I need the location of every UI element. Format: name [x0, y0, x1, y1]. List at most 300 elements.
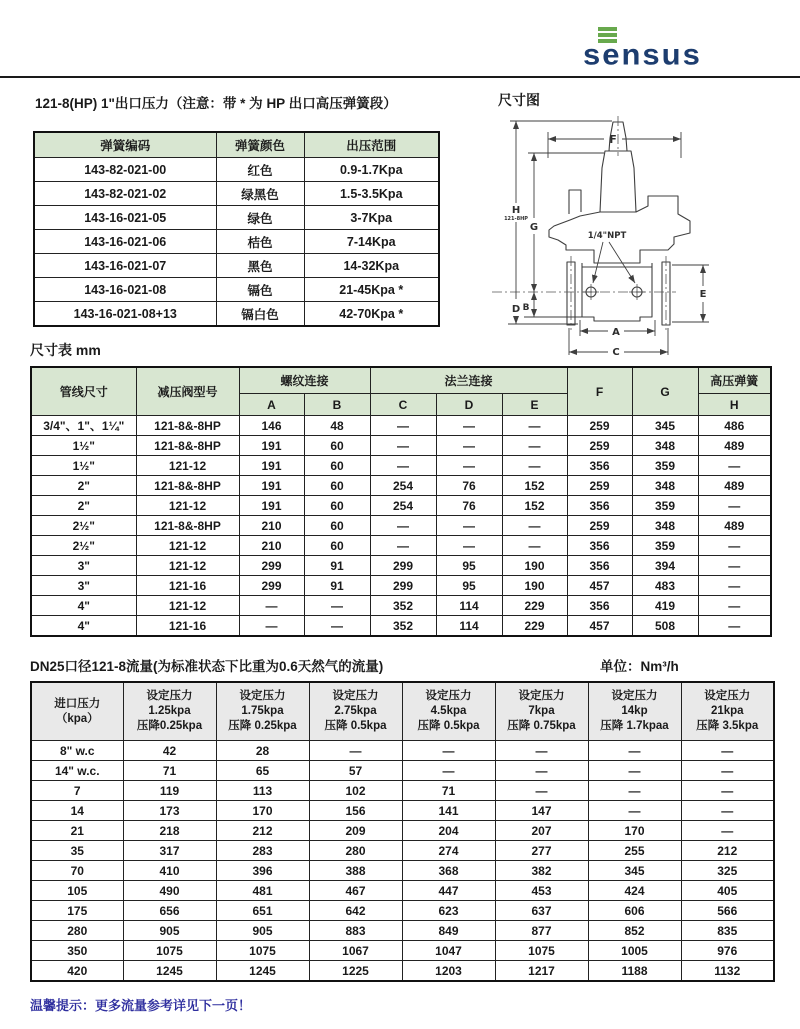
table-row — [31, 416, 771, 436]
table-cell: 348 — [632, 476, 698, 496]
table-cell: 14-32Kpa — [304, 254, 439, 278]
table-cell: 170 — [216, 801, 309, 821]
table-cell: 3-7Kpa — [304, 206, 439, 230]
table-cell: 299 — [370, 556, 436, 576]
dimension-table-header-row1 — [31, 367, 771, 394]
table-cell: 259 — [567, 436, 632, 456]
table-cell: 651 — [216, 901, 309, 921]
table-cell: 镉白色 — [216, 302, 304, 327]
col-header-e: E — [502, 394, 567, 416]
set-pressure-value: 4.5kpa — [430, 705, 467, 718]
col-header-g: G — [632, 367, 698, 416]
col-header-a: A — [239, 394, 304, 416]
table-cell: 368 — [402, 861, 495, 881]
inlet-header-line2: （kpa） — [55, 712, 99, 725]
table-cell: 356 — [567, 496, 632, 516]
table-cell: 7 — [31, 781, 123, 801]
table-cell: 102 — [309, 781, 402, 801]
table-cell: 76 — [436, 496, 502, 516]
table-cell: 566 — [681, 901, 774, 921]
table-cell: 356 — [567, 456, 632, 476]
table-cell: 21 — [31, 821, 123, 841]
table-cell: — — [239, 596, 304, 616]
table-cell: — — [588, 761, 681, 781]
table-row — [31, 576, 771, 596]
table-cell: 191 — [239, 476, 304, 496]
table-cell: 457 — [567, 576, 632, 596]
table-cell: 21-45Kpa * — [304, 278, 439, 302]
table-cell: 1067 — [309, 941, 402, 961]
col-header-set-1 — [123, 682, 216, 741]
table-cell: 359 — [632, 536, 698, 556]
group-header-hp-spring: 高压弹簧 — [698, 367, 771, 394]
table-cell: 60 — [304, 496, 370, 516]
table-cell: — — [370, 416, 436, 436]
table-cell: 121-8&-8HP — [136, 416, 239, 436]
table-cell: 70 — [31, 861, 123, 881]
table-cell: 852 — [588, 921, 681, 941]
table-cell: 0.9-1.7Kpa — [304, 158, 439, 182]
table-cell: 410 — [123, 861, 216, 881]
pressure-drop-value: 压降 0.5kpa — [417, 719, 480, 732]
table-cell: 453 — [495, 881, 588, 901]
table-cell: 黑色 — [216, 254, 304, 278]
col-header-set-3 — [309, 682, 402, 741]
table-row — [31, 861, 774, 881]
logo-text: sensus — [583, 37, 702, 72]
pressure-drop-value: 压降 0.75kpa — [507, 719, 576, 732]
table-cell: 173 — [123, 801, 216, 821]
table-cell: 3" — [31, 576, 136, 596]
col-header-inlet-pressure — [31, 682, 123, 741]
table-cell: — — [502, 416, 567, 436]
pressure-drop-value: 压降 1.7kpaa — [600, 719, 669, 732]
table-cell: 394 — [632, 556, 698, 576]
table-cell: 121-12 — [136, 456, 239, 476]
dim-label-a: A — [612, 327, 620, 338]
table-cell: 1225 — [309, 961, 402, 982]
table-row — [34, 230, 439, 254]
table-cell: 207 — [495, 821, 588, 841]
table-cell: — — [436, 516, 502, 536]
table-row — [34, 158, 439, 182]
dim-label-npt: 1/4"NPT — [587, 231, 627, 241]
table-cell: 156 — [309, 801, 402, 821]
table-row — [34, 278, 439, 302]
table-cell: 141 — [402, 801, 495, 821]
table-cell: 1075 — [123, 941, 216, 961]
table-cell: 606 — [588, 901, 681, 921]
table-cell: 4" — [31, 616, 136, 637]
table-cell: 71 — [123, 761, 216, 781]
col-header-set-4 — [402, 682, 495, 741]
table-row — [31, 496, 771, 516]
table-row — [31, 616, 771, 637]
table-cell: 905 — [123, 921, 216, 941]
table-cell: 48 — [304, 416, 370, 436]
table-cell: 42 — [123, 741, 216, 761]
table-cell: 143-16-021-08+13 — [34, 302, 216, 327]
table-cell: — — [495, 741, 588, 761]
table-row — [31, 821, 774, 841]
table-cell: 60 — [304, 476, 370, 496]
flow-table-header-row — [31, 682, 774, 741]
pressure-drop-value: 压降0.25kpa — [136, 719, 203, 732]
table-cell: 274 — [402, 841, 495, 861]
table-cell: — — [436, 456, 502, 476]
table-cell: 1047 — [402, 941, 495, 961]
table-cell: 95 — [436, 576, 502, 596]
table-cell: 204 — [402, 821, 495, 841]
pressure-drop-value: 压降 3.5kpa — [696, 719, 759, 732]
table-row — [31, 961, 774, 982]
table-cell: 95 — [436, 556, 502, 576]
table-cell: 420 — [31, 961, 123, 982]
table-cell: 356 — [567, 536, 632, 556]
dim-label-model: 121-8HP — [504, 216, 528, 222]
table-cell: — — [495, 761, 588, 781]
table-cell: 121-8&-8HP — [136, 436, 239, 456]
table-cell: 146 — [239, 416, 304, 436]
table-cell: 170 — [588, 821, 681, 841]
table-row — [31, 941, 774, 961]
table-cell: 345 — [588, 861, 681, 881]
table-row — [31, 881, 774, 901]
table-row — [31, 536, 771, 556]
table-row — [31, 596, 771, 616]
section-title-dimension-table: 尺寸表 mm — [30, 342, 101, 358]
table-cell: 325 — [681, 861, 774, 881]
table-cell: — — [502, 456, 567, 476]
table-cell: 283 — [216, 841, 309, 861]
table-cell: 1½" — [31, 436, 136, 456]
table-cell: 299 — [239, 556, 304, 576]
table-cell: 1132 — [681, 961, 774, 982]
inlet-header-line1: 进口压力 — [54, 697, 101, 710]
table-cell: 121-12 — [136, 536, 239, 556]
table-row — [31, 841, 774, 861]
set-pressure-value: 7kpa — [528, 705, 555, 718]
table-cell: 1005 — [588, 941, 681, 961]
table-cell: 红色 — [216, 158, 304, 182]
set-pressure-label: 设定压力 — [704, 690, 751, 703]
table-cell: 447 — [402, 881, 495, 901]
table-cell: 345 — [632, 416, 698, 436]
table-cell: 280 — [31, 921, 123, 941]
table-cell: 121-16 — [136, 576, 239, 596]
table-cell: — — [588, 801, 681, 821]
table-cell: 143-82-021-02 — [34, 182, 216, 206]
table-cell: — — [681, 741, 774, 761]
table-cell: 396 — [216, 861, 309, 881]
table-cell: 405 — [681, 881, 774, 901]
table-cell: 317 — [123, 841, 216, 861]
table-cell: 28 — [216, 741, 309, 761]
table-cell: 457 — [567, 616, 632, 637]
table-cell: 259 — [567, 476, 632, 496]
col-header-f: F — [567, 367, 632, 416]
set-pressure-value: 1.25kpa — [148, 705, 191, 718]
table-cell: 113 — [216, 781, 309, 801]
table-cell: 229 — [502, 596, 567, 616]
table-row — [31, 801, 774, 821]
table-cell: — — [495, 781, 588, 801]
table-cell: 1075 — [216, 941, 309, 961]
table-row — [34, 254, 439, 278]
set-pressure-value: 14kp — [621, 705, 648, 718]
col-header-set-2 — [216, 682, 309, 741]
table-cell: 4" — [31, 596, 136, 616]
table-cell: 218 — [123, 821, 216, 841]
table-cell: — — [698, 536, 771, 556]
sensus-logo — [583, 24, 743, 73]
table-cell: 490 — [123, 881, 216, 901]
col-header-set-7 — [681, 682, 774, 741]
spring-table-header-row — [34, 132, 439, 158]
table-cell: 489 — [698, 436, 771, 456]
valve-outline — [549, 122, 690, 325]
table-cell: 254 — [370, 476, 436, 496]
table-cell: 8" w.c — [31, 741, 123, 761]
table-cell: 212 — [216, 821, 309, 841]
table-cell: — — [502, 536, 567, 556]
table-cell: 191 — [239, 456, 304, 476]
table-cell: 3/4"、1"、1¼" — [31, 416, 136, 436]
set-pressure-value: 1.75kpa — [241, 705, 284, 718]
table-cell: 299 — [370, 576, 436, 596]
table-cell: 1203 — [402, 961, 495, 982]
col-header-pressure-range: 出压范围 — [304, 132, 439, 158]
table-cell: 91 — [304, 556, 370, 576]
table-row — [31, 436, 771, 456]
set-pressure-value: 2.75kpa — [334, 705, 377, 718]
dim-label-f: F — [609, 133, 617, 146]
table-cell: — — [436, 536, 502, 556]
col-header-pipe-size: 管线尺寸 — [31, 367, 136, 416]
diagram-centerlines — [492, 116, 676, 330]
set-pressure-label: 设定压力 — [425, 690, 472, 703]
col-header-h: H — [698, 394, 771, 416]
table-cell: 419 — [632, 596, 698, 616]
table-row — [34, 206, 439, 230]
table-cell: 481 — [216, 881, 309, 901]
table-cell: 2" — [31, 496, 136, 516]
table-cell: 1245 — [123, 961, 216, 982]
group-header-flanged: 法兰连接 — [370, 367, 567, 394]
table-cell: — — [239, 616, 304, 637]
table-cell: 2½" — [31, 536, 136, 556]
table-cell: 57 — [309, 761, 402, 781]
table-cell: — — [436, 436, 502, 456]
table-cell: 3" — [31, 556, 136, 576]
flow-table-body — [31, 741, 774, 982]
table-cell: 105 — [31, 881, 123, 901]
table-cell: 121-8&-8HP — [136, 516, 239, 536]
table-cell: 1075 — [495, 941, 588, 961]
table-row — [31, 516, 771, 536]
table-row — [31, 761, 774, 781]
table-cell: 1217 — [495, 961, 588, 982]
section-title-dimension-diagram: 尺寸图 — [498, 92, 540, 108]
spring-table — [33, 131, 440, 327]
table-cell: 486 — [698, 416, 771, 436]
table-row — [31, 556, 771, 576]
dim-label-c: C — [612, 347, 620, 356]
pressure-drop-value: 压降 0.25kpa — [228, 719, 297, 732]
col-header-set-6 — [588, 682, 681, 741]
valve-dimension-diagram — [490, 106, 790, 356]
table-cell: — — [698, 556, 771, 576]
footer-note: 温馨提示：更多流量参考详见下一页！ — [30, 998, 252, 1013]
table-cell: 348 — [632, 516, 698, 536]
table-cell: 259 — [567, 416, 632, 436]
table-cell: 835 — [681, 921, 774, 941]
table-cell: — — [502, 436, 567, 456]
table-cell: 175 — [31, 901, 123, 921]
table-cell: — — [681, 761, 774, 781]
table-cell: — — [304, 596, 370, 616]
table-cell: 849 — [402, 921, 495, 941]
table-cell: — — [681, 781, 774, 801]
table-cell: — — [588, 741, 681, 761]
table-cell: 352 — [370, 596, 436, 616]
col-header-spring-color: 弹簧颜色 — [216, 132, 304, 158]
set-pressure-label: 设定压力 — [518, 690, 565, 703]
table-cell: 7-14Kpa — [304, 230, 439, 254]
table-cell: 483 — [632, 576, 698, 596]
table-cell: — — [402, 741, 495, 761]
table-cell: 绿黑色 — [216, 182, 304, 206]
table-cell: — — [698, 596, 771, 616]
table-row — [31, 901, 774, 921]
table-cell: 76 — [436, 476, 502, 496]
table-cell: 143-16-021-06 — [34, 230, 216, 254]
table-cell: 623 — [402, 901, 495, 921]
table-cell: 976 — [681, 941, 774, 961]
table-cell: 877 — [495, 921, 588, 941]
table-cell: 1245 — [216, 961, 309, 982]
set-pressure-label: 设定压力 — [146, 690, 193, 703]
table-cell: 60 — [304, 436, 370, 456]
set-pressure-value: 21kpa — [710, 705, 744, 718]
table-cell: 489 — [698, 516, 771, 536]
table-cell: 359 — [632, 496, 698, 516]
table-cell: 1188 — [588, 961, 681, 982]
table-cell: 424 — [588, 881, 681, 901]
table-row — [31, 741, 774, 761]
table-cell: — — [681, 801, 774, 821]
table-cell: 91 — [304, 576, 370, 596]
table-cell: — — [698, 616, 771, 637]
dim-label-d: D — [511, 304, 521, 315]
table-cell: 191 — [239, 496, 304, 516]
table-cell: 656 — [123, 901, 216, 921]
table-cell: 382 — [495, 861, 588, 881]
table-cell: 60 — [304, 456, 370, 476]
table-cell: 209 — [309, 821, 402, 841]
table-cell: 254 — [370, 496, 436, 516]
table-cell: 143-16-021-07 — [34, 254, 216, 278]
table-cell: 359 — [632, 456, 698, 476]
table-cell: 14 — [31, 801, 123, 821]
col-header-spring-code: 弹簧编码 — [34, 132, 216, 158]
table-cell: 143-16-021-08 — [34, 278, 216, 302]
spring-table-body — [34, 158, 439, 327]
table-cell: 642 — [309, 901, 402, 921]
table-cell: 467 — [309, 881, 402, 901]
col-header-b: B — [304, 394, 370, 416]
table-cell: 2" — [31, 476, 136, 496]
table-cell: — — [370, 536, 436, 556]
table-cell: 280 — [309, 841, 402, 861]
table-cell: — — [698, 496, 771, 516]
table-cell: 42-70Kpa * — [304, 302, 439, 327]
table-cell: 147 — [495, 801, 588, 821]
table-row — [31, 781, 774, 801]
table-cell: — — [370, 436, 436, 456]
set-pressure-label: 设定压力 — [332, 690, 379, 703]
dim-label-b: B — [522, 303, 530, 313]
table-cell: 350 — [31, 941, 123, 961]
table-cell: 489 — [698, 476, 771, 496]
dimension-table — [30, 366, 772, 637]
table-cell: — — [309, 741, 402, 761]
dim-label-g: G — [529, 222, 539, 233]
table-cell: 121-8&-8HP — [136, 476, 239, 496]
table-cell: 71 — [402, 781, 495, 801]
table-cell: 905 — [216, 921, 309, 941]
table-cell: 388 — [309, 861, 402, 881]
pressure-drop-value: 压降 0.5kpa — [324, 719, 387, 732]
table-cell: 121-12 — [136, 596, 239, 616]
table-cell: 259 — [567, 516, 632, 536]
table-row — [31, 921, 774, 941]
table-cell: 114 — [436, 596, 502, 616]
table-cell: — — [436, 416, 502, 436]
table-cell: 277 — [495, 841, 588, 861]
table-cell: 14" w.c. — [31, 761, 123, 781]
table-cell: 191 — [239, 436, 304, 456]
table-cell: 114 — [436, 616, 502, 637]
table-cell: 121-12 — [136, 496, 239, 516]
table-cell: — — [698, 456, 771, 476]
table-cell: — — [681, 821, 774, 841]
table-cell: 桔色 — [216, 230, 304, 254]
table-cell: 356 — [567, 556, 632, 576]
header-divider — [0, 76, 800, 78]
flow-table — [30, 681, 775, 982]
section-title-flow: DN25口径121-8流量(为标准状态下比重为0.6天然气的流量) — [30, 659, 384, 674]
table-cell: — — [588, 781, 681, 801]
table-cell: 152 — [502, 496, 567, 516]
table-cell: 143-16-021-05 — [34, 206, 216, 230]
set-pressure-label: 设定压力 — [611, 690, 658, 703]
table-cell: 229 — [502, 616, 567, 637]
table-cell: 883 — [309, 921, 402, 941]
table-cell: 65 — [216, 761, 309, 781]
table-cell: 210 — [239, 536, 304, 556]
table-cell: 352 — [370, 616, 436, 637]
table-cell: 143-82-021-00 — [34, 158, 216, 182]
table-cell: 60 — [304, 516, 370, 536]
col-header-valve-model: 减压阀型号 — [136, 367, 239, 416]
table-cell: 356 — [567, 596, 632, 616]
table-cell: 119 — [123, 781, 216, 801]
table-row — [31, 476, 771, 496]
table-cell: 1½" — [31, 456, 136, 476]
col-header-set-5 — [495, 682, 588, 741]
table-cell: 508 — [632, 616, 698, 637]
